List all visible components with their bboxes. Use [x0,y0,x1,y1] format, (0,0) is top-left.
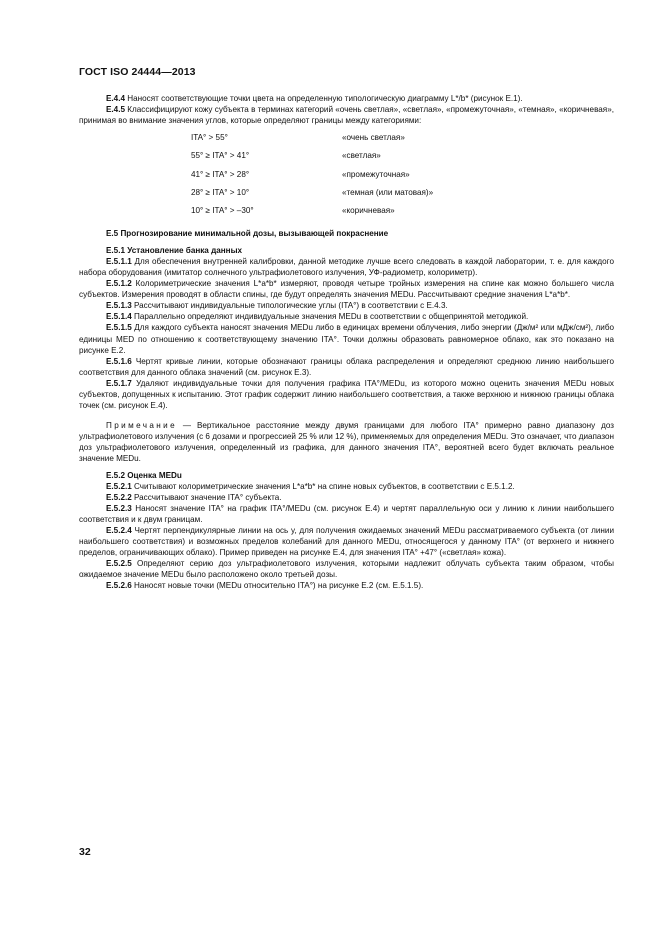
paragraph-e521 [79,481,614,492]
clause-text: Наносят новые точки (MEDu относительно ITA°) на рисунке Е.2 (см. Е.5.1.5). [131,581,424,591]
note-text: — Вертикальное расстояние между двумя границами для любого ITA° примерно равно диапазону доз ультрафиолетового излучения (с 6 дозами и прогрессией 25 % или 12 %), применяемых для определения MEDu. Это означает, что диапазон доз ультрафиолетового излучения, определенный из графика, для данного значения ITA°, вероятней всего будет включать реальное значение MEDu. [79,420,614,463]
paragraph-e526 [79,580,614,591]
skin-category: «очень светлая» [342,133,405,143]
clause-number: Е.5.2.5 [106,559,132,569]
paragraph-e513 [79,300,614,311]
paragraph-e514 [79,311,614,322]
skin-category: «темная (или матовая)» [342,187,434,197]
clause-number: Е.5.1.3 [106,301,132,311]
ita-range: 55° ≥ ITA° > 41° [191,151,250,161]
section-heading-e51: Е.5.1 Установление банка данных [106,246,243,256]
table-row [79,205,614,223]
clause-text: Определяют серию доз ультрафиолетового излучения, которыми надлежит облучать субъекта таким образом, чтобы ожидаемое значение MEDu было расположено около третьей дозы. [79,559,614,580]
clause-number: Е.5.2.4 [106,526,132,536]
skin-category: «коричневая» [342,205,395,215]
clause-number: Е.5.1.1 [106,257,132,267]
skin-category: «промежуточная» [342,169,410,179]
clause-text: Чертят кривые линии, которые обозначают границы облака распределения и определяют среднюю линию наибольшего соответствия для данного облака значений (см. рисунок Е.3). [79,356,614,377]
section-heading-e52: Е.5.2 Оценка MEDu [106,471,182,481]
paragraph-e516 [79,356,614,378]
clause-text: Классифицируют кожу субъекта в терминах категорий «очень светлая», «светлая», «промежуточная», «темная», «коричневая», принимая во внимание значения углов, которые определяют границы между категориями: [79,105,614,126]
clause-number: Е.5.1.2 [106,279,132,289]
ita-category-table [79,132,614,223]
clause-text: Наносят соответствующие точки цвета на определенную типологическую диаграмму L*/b* (рисунок Е.1). [124,94,523,103]
paragraph-e524 [79,525,614,558]
page-number: 32 [79,846,91,858]
clause-text: Для каждого субъекта наносят значения MEDu либо в единицах времени облучения, либо энергии (Дж/м² или мДж/см²), либо единицы MED по отношению к соответствующему значению ITA°. Точки должны образовать равномерное облако, как это показано на рисунке Е.2. [79,323,614,355]
ita-range: 10° ≥ ITA° > –30° [191,205,254,215]
table-row [79,132,614,150]
clause-number: Е.5.1.4 [106,312,132,322]
table-row [79,150,614,168]
paragraph-e45 [79,104,614,126]
clause-text: Параллельно определяют индивидуальные значения MEDu в соответствии с общепринятой методикой. [131,312,529,322]
document-body [79,93,614,592]
ita-range: ITA° > 55° [191,133,228,143]
skin-category: «светлая» [342,151,381,161]
ita-range: 28° ≥ ITA° > 10° [191,187,250,197]
clause-text: Удаляют индивидуальные точки для получения графика ITA°/MEDu, из которого можно оценить значения MEDu новых субъектов, допущенных к испытанию. Этот график содержит линию наибольшего соответствия, а также верхнюю и нижнюю границы облака точек (см. рисунок Е.4). [79,378,614,410]
clause-number: Е.4.4 [106,94,125,103]
note-paragraph [79,420,614,464]
clause-text: Наносят значение ITA° на график ITA°/MEDu (см. рисунок Е.4) и чертят параллельную оси y линию к линии наибольшего соответствия и к двум границам. [79,504,614,525]
paragraph-e512 [79,278,614,300]
table-row [79,187,614,205]
note-label: Примечание [106,420,178,430]
clause-number: Е.5.1.6 [106,356,132,366]
paragraph-e525 [79,558,614,580]
clause-number: Е.4.5 [106,105,125,115]
ita-range: 41° ≥ ITA° > 28° [191,169,250,179]
clause-number: Е.5.2.6 [106,581,132,591]
standard-header: ГОСТ ISO 24444—2013 [79,66,196,78]
clause-text: Рассчитывают индивидуальные типологические углы (ITA°) в соответствии с Е.4.3. [131,301,448,311]
table-row [79,169,614,187]
clause-text: Колориметрические значения L*a*b* измеряют, проводя четыре тройных измерения на спине как можно большего числа субъектов. Измерения проводят в области спины, где будут определять значения MEDu. Рассчитывают средние значения L*a*b*. [79,279,614,300]
paragraph-e517 [79,378,614,411]
paragraph-e523 [79,503,614,525]
clause-number: Е.5.2.3 [106,504,132,514]
clause-number: Е.5.1.7 [106,378,132,388]
clause-number: Е.5.2.2 [106,493,132,503]
clause-text: Считывают колориметрические значения L*a*b* на спине новых субъектов, в соответствии с Е.5.1.2. [131,482,515,492]
clause-text: Для обеспечения внутренней калибровки, данной методике лучше всего следовать в каждой лаборатории, т. е. для каждого набора оборудования (имитатор солнечного ультрафиолетового излучения, УФ-радиометр, колориметр). [79,257,614,278]
paragraph-e44 [79,93,614,104]
section-heading-e5: Е.5 Прогнозирование минимальной дозы, вызывающей покраснение [106,229,389,239]
paragraph-e522 [79,492,614,503]
paragraph-e515 [79,322,614,355]
clause-number: Е.5.1.5 [106,323,132,333]
clause-text: Чертят перпендикулярные линии на ось y, для получения ожидаемых значений MEDu рассматриваемого субъекта (от линии наибольшего соответствия) и возможных пределов колебаний для данного MEDu, относящегося у данному ITA° (от верхнего и нижнего пределов, ограничивающих облако). Пример приведен на рисунке Е.4, для значения ITA° +47° («светлая» кожа). [79,526,614,558]
paragraph-e511 [79,256,614,278]
clause-text: Рассчитывают значение ITA° субъекта. [131,493,282,503]
clause-number: Е.5.2.1 [106,482,132,492]
